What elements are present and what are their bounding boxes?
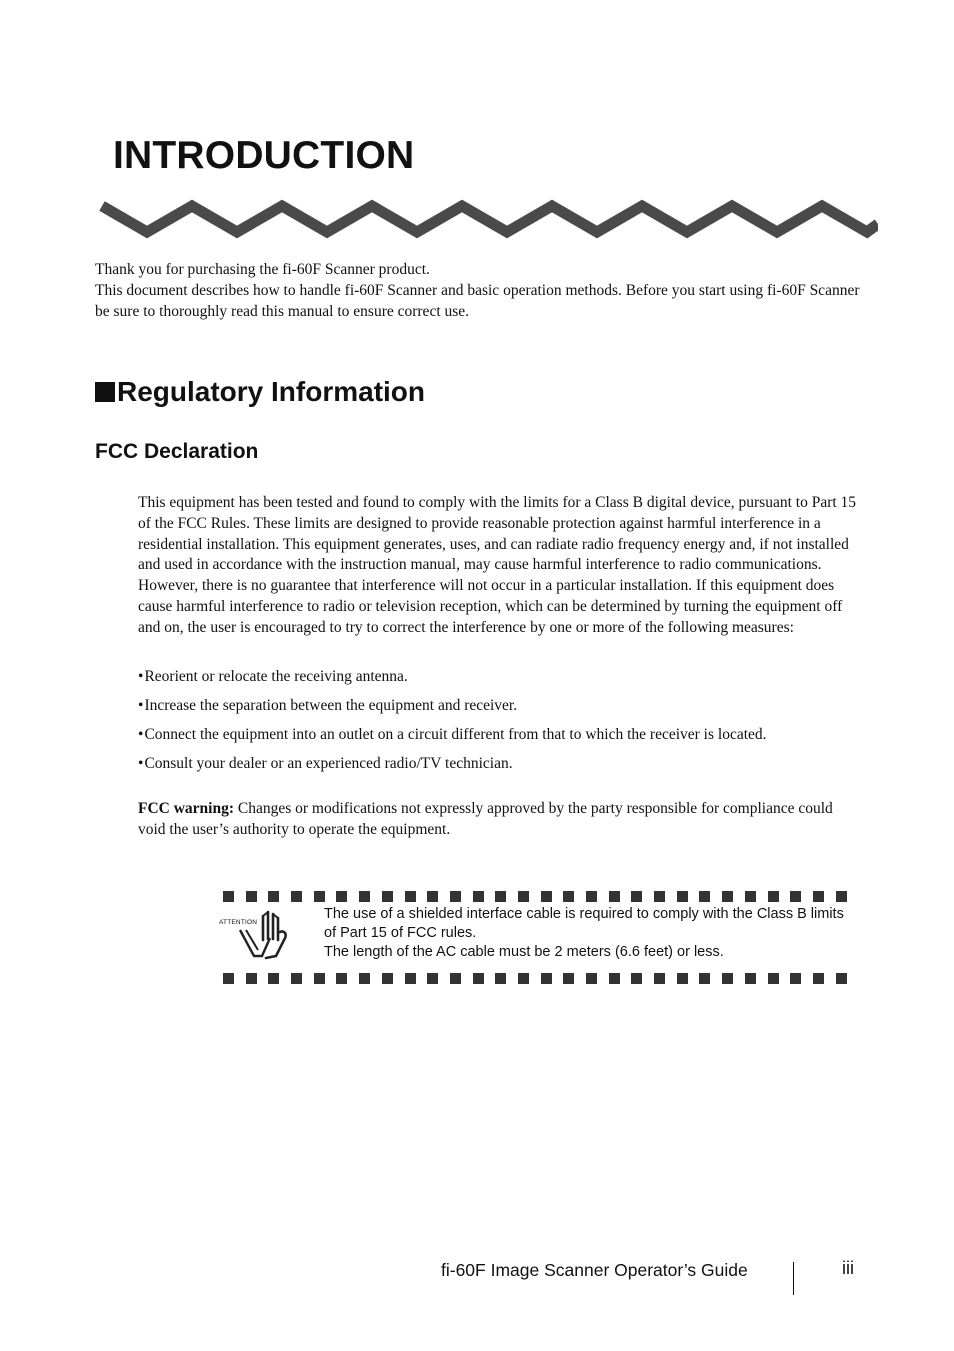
dash-square bbox=[677, 891, 688, 902]
zigzag-divider bbox=[96, 196, 878, 240]
list-item-text: Increase the separation between the equipment and receiver. bbox=[144, 697, 518, 714]
regulatory-heading bbox=[95, 376, 425, 408]
dash-square bbox=[246, 973, 257, 984]
dash-square bbox=[699, 973, 710, 984]
dash-square bbox=[382, 891, 393, 902]
attention-line-1: The use of a shielded interface cable is required to comply with the Class B limits of Part 15 of FCC rules. bbox=[324, 906, 844, 941]
dash-square bbox=[790, 973, 801, 984]
fcc-paragraph: This equipment has been tested and found to comply with the limits for a Class B digital device, pursuant to Part 15 of the FCC Rules. These limits are designed to provide reasonable protection against harmful interference in a residential installation. This equipment generates, uses, and can radiate radio frequency energy and, if not installed and used in accordance with the instruction manual, may cause harmful interference to radio communications. However, there is no guarantee that interference will not occur in a particular installation. If this equipment does cause harmful interference to radio or television reception, which can be determined by turning the equipment off and on, the user is encouraged to try to correct the interference by one or more of the following measures: bbox=[138, 494, 857, 636]
attention-dashed-border-top bbox=[223, 891, 858, 902]
dash-square bbox=[745, 973, 756, 984]
dash-square bbox=[586, 973, 597, 984]
dash-square bbox=[654, 973, 665, 984]
dash-square bbox=[291, 973, 302, 984]
bullet-dot-icon: • bbox=[138, 726, 144, 743]
fcc-body-text bbox=[138, 493, 860, 639]
dash-square bbox=[291, 891, 302, 902]
dash-square bbox=[609, 973, 620, 984]
dash-square bbox=[405, 973, 416, 984]
dash-square bbox=[427, 891, 438, 902]
fcc-warning bbox=[138, 798, 838, 840]
dash-square bbox=[654, 891, 665, 902]
list-item-text: Reorient or relocate the receiving antenna. bbox=[144, 668, 408, 685]
dash-square bbox=[336, 973, 347, 984]
dash-square bbox=[427, 973, 438, 984]
attention-label: ATTENTION bbox=[219, 919, 258, 926]
dash-square bbox=[768, 973, 779, 984]
dash-square bbox=[223, 973, 234, 984]
list-item bbox=[138, 667, 408, 687]
dash-square bbox=[745, 891, 756, 902]
dash-square bbox=[836, 973, 847, 984]
dash-square bbox=[813, 891, 824, 902]
dash-square bbox=[518, 891, 529, 902]
dash-square bbox=[836, 891, 847, 902]
fcc-declaration-heading: FCC Declaration bbox=[95, 440, 259, 463]
dash-square bbox=[473, 891, 484, 902]
dash-square bbox=[495, 891, 506, 902]
list-item-text: Connect the equipment into an outlet on a circuit different from that to which the receiver is located. bbox=[144, 726, 767, 743]
dash-square bbox=[586, 891, 597, 902]
dash-square bbox=[246, 891, 257, 902]
attention-hand-icon bbox=[218, 906, 300, 964]
attention-text bbox=[324, 905, 844, 962]
dash-square bbox=[336, 891, 347, 902]
bullet-dot-icon: • bbox=[138, 697, 144, 714]
fcc-warning-label: FCC warning: bbox=[138, 800, 235, 817]
dash-square bbox=[450, 973, 461, 984]
dash-square bbox=[631, 973, 642, 984]
dash-square bbox=[473, 973, 484, 984]
list-item bbox=[138, 696, 517, 716]
bullet-dot-icon: • bbox=[138, 755, 144, 772]
list-item bbox=[138, 725, 767, 745]
dash-square bbox=[790, 891, 801, 902]
fcc-warning-text: Changes or modifications not expressly approved by the party responsible for compliance could void the user’s authority to operate the equipment. bbox=[138, 800, 833, 838]
dash-square bbox=[518, 973, 529, 984]
page-title: INTRODUCTION bbox=[113, 134, 415, 177]
dash-square bbox=[699, 891, 710, 902]
intro-text bbox=[95, 259, 875, 322]
bullet-dot-icon: • bbox=[138, 668, 144, 685]
dash-square bbox=[722, 891, 733, 902]
dash-square bbox=[450, 891, 461, 902]
dash-square bbox=[768, 891, 779, 902]
dash-square bbox=[405, 891, 416, 902]
dash-square bbox=[382, 973, 393, 984]
dash-square bbox=[631, 891, 642, 902]
attention-dashed-border-bottom bbox=[223, 973, 858, 984]
footer-divider bbox=[793, 1262, 794, 1295]
dash-square bbox=[268, 891, 279, 902]
dash-square bbox=[677, 973, 688, 984]
regulatory-heading-text: Regulatory Information bbox=[117, 376, 426, 407]
dash-square bbox=[359, 973, 370, 984]
dash-square bbox=[609, 891, 620, 902]
dash-square bbox=[268, 973, 279, 984]
intro-line-2: This document describes how to handle fi-60F Scanner and basic operation methods. Before you start using fi-60F Scanner be sure to thoroughly read this manual to ensure correct use. bbox=[95, 282, 860, 320]
dash-square bbox=[563, 891, 574, 902]
dash-square bbox=[541, 891, 552, 902]
dash-square bbox=[541, 973, 552, 984]
footer-doc-title: fi-60F Image Scanner Operator’s Guide bbox=[441, 1260, 748, 1280]
intro-line-1: Thank you for purchasing the fi-60F Scanner product. bbox=[95, 261, 430, 278]
dash-square bbox=[495, 973, 506, 984]
dash-square bbox=[359, 891, 370, 902]
dash-square bbox=[314, 891, 325, 902]
list-item bbox=[138, 754, 513, 774]
dash-square bbox=[223, 891, 234, 902]
dash-square bbox=[813, 973, 824, 984]
page-number: iii bbox=[842, 1258, 854, 1278]
attention-line-2: The length of the AC cable must be 2 meters (6.6 feet) or less. bbox=[324, 944, 724, 960]
dash-square bbox=[563, 973, 574, 984]
square-bullet-icon bbox=[95, 382, 115, 402]
dash-square bbox=[722, 973, 733, 984]
dash-square bbox=[314, 973, 325, 984]
list-item-text: Consult your dealer or an experienced radio/TV technician. bbox=[144, 755, 513, 772]
